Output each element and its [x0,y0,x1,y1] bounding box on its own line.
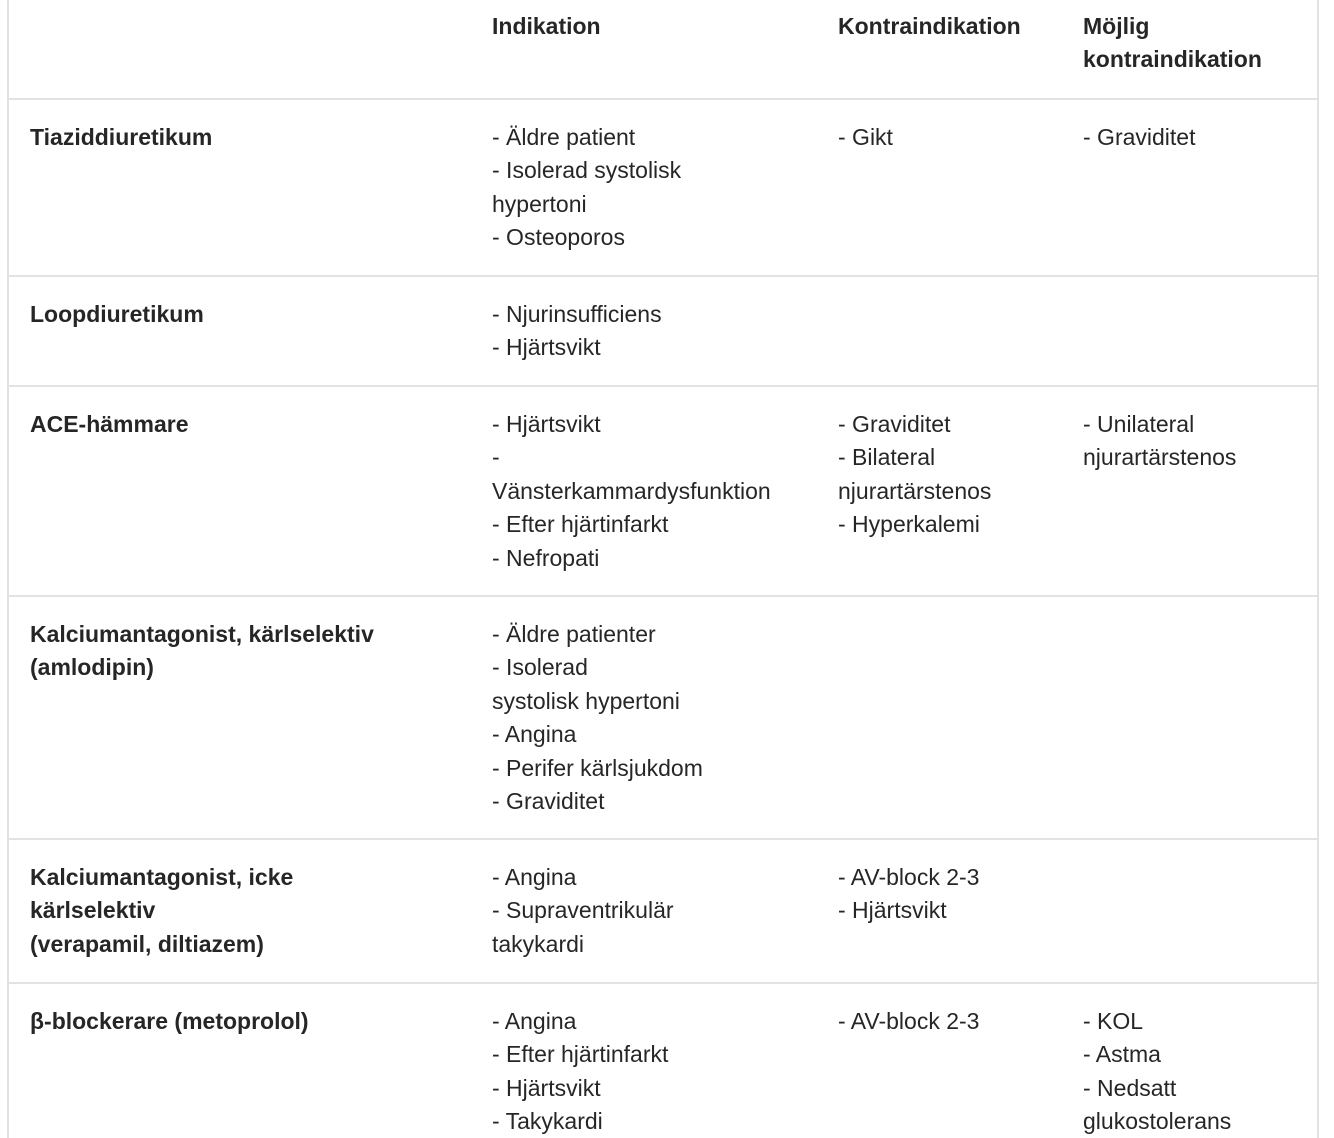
table-row [9,386,1317,596]
cell-line: hypertoni [492,190,587,217]
drug-name-line: (amlodipin) [30,654,154,681]
cell-line: - [492,444,500,471]
cell-line: Vänsterkammardysfunktion [492,477,771,504]
cell-line: glukostolerans [1083,1108,1232,1135]
indikation-cell [489,276,835,386]
indikation-cell [489,839,835,983]
table-row [9,983,1317,1138]
drug-name [9,839,489,983]
cell-line: - Gikt [838,124,893,150]
cell-line: - Nefropati [492,544,600,571]
cell-line: - Graviditet [838,411,951,437]
kontraindikation-cell [835,386,1080,596]
kontraindikation-cell [835,596,1080,839]
table [9,0,1317,1138]
cell-line: - Hjärtsvikt [492,334,601,361]
cell-line: takykardi [492,930,585,957]
cell-line: - Äldre patienter [492,621,656,647]
indikation-cell [489,386,835,596]
cell-line: - Nedsatt [1083,1074,1177,1101]
header-indikation: Indikation [492,13,601,39]
table-body [9,99,1317,1138]
drug-name-line: Kalciumantagonist, icke [30,864,294,890]
cell-line: - Hjärtsvikt [838,897,947,924]
cell-line: - Angina [492,864,577,890]
cell-line: - Äldre patient [492,124,636,150]
kontraindikation-cell [835,276,1080,386]
indikation-cell [489,99,835,276]
drug-name [9,596,489,839]
header-mojlig-kontraindikation [1080,0,1317,99]
cell-line: - Angina [492,1008,577,1034]
cell-line: - AV-block 2-3 [838,864,980,890]
drug-name-line: Kalciumantagonist, kärlselektiv [30,621,374,647]
drug-name-line: Tiaziddiuretikum [30,124,213,150]
cell-line: - Njurinsufficiens [492,301,662,327]
mojlig-kontraindikation-cell [1080,596,1317,839]
indikation-cell [489,983,835,1138]
drug-name-line: kärlselektiv [30,897,156,924]
cell-line: - Hyperkalemi [838,511,980,538]
cell-line: - Takykardi [492,1108,603,1135]
table-row [9,596,1317,839]
cell-line: - Unilateral [1083,411,1195,437]
drug-name [9,276,489,386]
header-line: Möjlig [1083,13,1150,39]
cell-line: - Perifer kärlsjukdom [492,754,703,781]
cell-line: njurartärstenos [838,477,992,504]
table-row [9,99,1317,276]
cell-line: - Isolerad [492,654,588,681]
drug-name [9,99,489,276]
drug-name-line: ACE-hämmare [30,411,189,437]
drug-indication-table [7,0,1319,1138]
cell-line: - Isolerad systolisk [492,157,682,184]
header-kontraindikation: Kontraindikation [838,13,1021,39]
cell-line: - Efter hjärtinfarkt [492,1041,669,1068]
kontraindikation-cell [835,839,1080,983]
mojlig-kontraindikation-cell [1080,983,1317,1138]
cell-line: - Supraventrikulär [492,897,674,924]
header-row [9,0,1317,99]
header-drug [9,0,489,99]
header-line: kontraindikation [1083,46,1262,73]
drug-name [9,983,489,1138]
table-row [9,276,1317,386]
cell-line: - Graviditet [1083,124,1196,150]
cell-line: njurartärstenos [1083,444,1237,471]
mojlig-kontraindikation-cell [1080,386,1317,596]
cell-line: - Osteoporos [492,224,625,251]
drug-name-line: (verapamil, diltiazem) [30,930,264,957]
indikation-cell [489,596,835,839]
kontraindikation-cell [835,99,1080,276]
cell-line: - Efter hjärtinfarkt [492,511,669,538]
table-row [9,839,1317,983]
mojlig-kontraindikation-cell [1080,839,1317,983]
cell-line: - Bilateral [838,444,936,471]
kontraindikation-cell [835,983,1080,1138]
drug-name-line: Loopdiuretikum [30,301,204,327]
mojlig-kontraindikation-cell [1080,99,1317,276]
cell-line: - AV-block 2-3 [838,1008,980,1034]
cell-line: - Hjärtsvikt [492,411,601,437]
drug-name [9,386,489,596]
cell-line: systolisk hypertoni [492,687,680,714]
table-header [9,0,1317,99]
cell-line: - Angina [492,721,577,748]
cell-line: - Graviditet [492,788,605,815]
mojlig-kontraindikation-cell [1080,276,1317,386]
cell-line: - Hjärtsvikt [492,1074,601,1101]
drug-name-line: β-blockerare (metoprolol) [30,1008,309,1034]
cell-line: - KOL [1083,1008,1144,1034]
cell-line: - Astma [1083,1041,1161,1068]
